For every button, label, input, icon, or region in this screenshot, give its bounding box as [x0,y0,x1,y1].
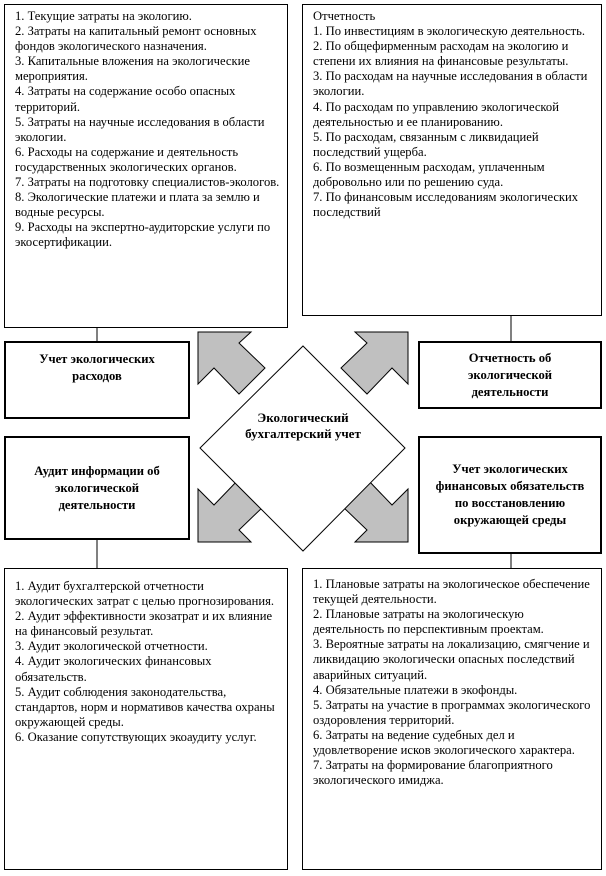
audit-item: 1. Аудит бухгалтерской отчетности экологических затрат с целью прогнозирования. [15,579,275,609]
audit-item: 2. Аудит эффективности экозатрат и их влияние на финансовый результат. [15,609,273,639]
reporting-item: 5. По расходам, связанным с ликвидацией последствий ущерба. [313,129,539,159]
expense-item: 5. Затраты на научные исследования в области экологии. [15,114,265,144]
liabilities-item: 4. Обязательные платежи в экофонды. [313,682,518,697]
liabilities-item: 1. Плановые затраты на экологическое обеспечение текущей деятельности. [313,577,590,607]
expense-item: 3. Капитальные вложения на экологические мероприятия. [15,54,250,84]
expense-items-box [4,4,288,328]
arrow-top-left-icon [198,332,265,394]
liabilities-item: 6. Затраты на ведение судебных дел и удовлетворение исков экологического характера. [313,727,575,758]
arrow-top-right-icon [341,332,408,394]
reporting-items-box [302,4,602,316]
reporting-heading: Отчетность [313,9,376,23]
audit-title: Аудит информации об экологической деятельности [34,463,160,512]
liabilities-item: 7. Затраты на формирование благоприятного экологического имиджа. [313,758,553,788]
expense-item: 9. Расходы на экспертно-аудиторские услуги по экосертификации. [15,220,271,250]
reporting-title: Отчетность об экологической деятельности [467,350,553,399]
liabilities-title-box [418,436,602,554]
audit-item: 6. Оказание сопутствующих экоаудиту услуг. [15,729,257,744]
expense-item: 6. Расходы на содержание и деятельность государственных экологических органов. [15,144,239,174]
expense-item: 1. Текущие затраты на экологию. [15,9,192,23]
audit-item: 4. Аудит экологических финансовых обязательств. [15,654,212,684]
expense-accounting-title: Учет экологических расходов [39,352,155,383]
expense-item: 4. Затраты на содержание особо опасных территорий. [15,84,236,114]
expense-item: 8. Экологические платежи и плата за землю и водные ресурсы. [15,190,260,220]
audit-item: 5. Аудит соблюдения законодательства, стандартов, норм и нормативов качества охраны окружающей среды. [15,684,275,729]
reporting-item: 1. По инвестициям в экологическую деятельность. [313,24,586,39]
expense-accounting-title-box [4,341,190,419]
expense-item: 7. Затраты на подготовку специалистов-экологов. [15,175,280,190]
audit-item: 3. Аудит экологической отчетности. [15,639,208,654]
audit-title-box [4,436,190,540]
reporting-title-box [418,341,602,409]
reporting-item: 3. По расходам на научные исследования в области экологии. [313,69,588,99]
center-label: Экологический бухгалтерский учет [245,410,361,441]
expense-item: 2. Затраты на капитальный ремонт основных фондов экологического назначения. [15,24,257,54]
reporting-item: 6. По возмещенным расходам, уплаченным добровольно или по решению суда. [313,159,545,190]
liabilities-items-box [302,568,602,870]
reporting-item: 4. По расходам по управлению экологической деятельностью и ее планированию. [313,99,559,129]
liabilities-title: Учет экологических финансовых обязательств по восстановлению окружающей среды [435,462,585,527]
reporting-item: 2. По общефирменным расходам на экологию и степени их влияния на финансовые результаты. [313,39,569,69]
liabilities-item: 2. Плановые затраты на экологическую деятельность по перспективным проектам. [313,607,544,637]
audit-items-box [4,568,288,870]
liabilities-item: 3. Вероятные затраты на локализацию, смягчение и ликвидацию экологически опасных последствий аварийных ситуаций. [313,637,590,682]
reporting-item: 7. По финансовым исследованиям экологических последствий [313,190,579,220]
liabilities-item: 5. Затраты на участие в программах экологического оздоровления территорий. [313,697,591,727]
